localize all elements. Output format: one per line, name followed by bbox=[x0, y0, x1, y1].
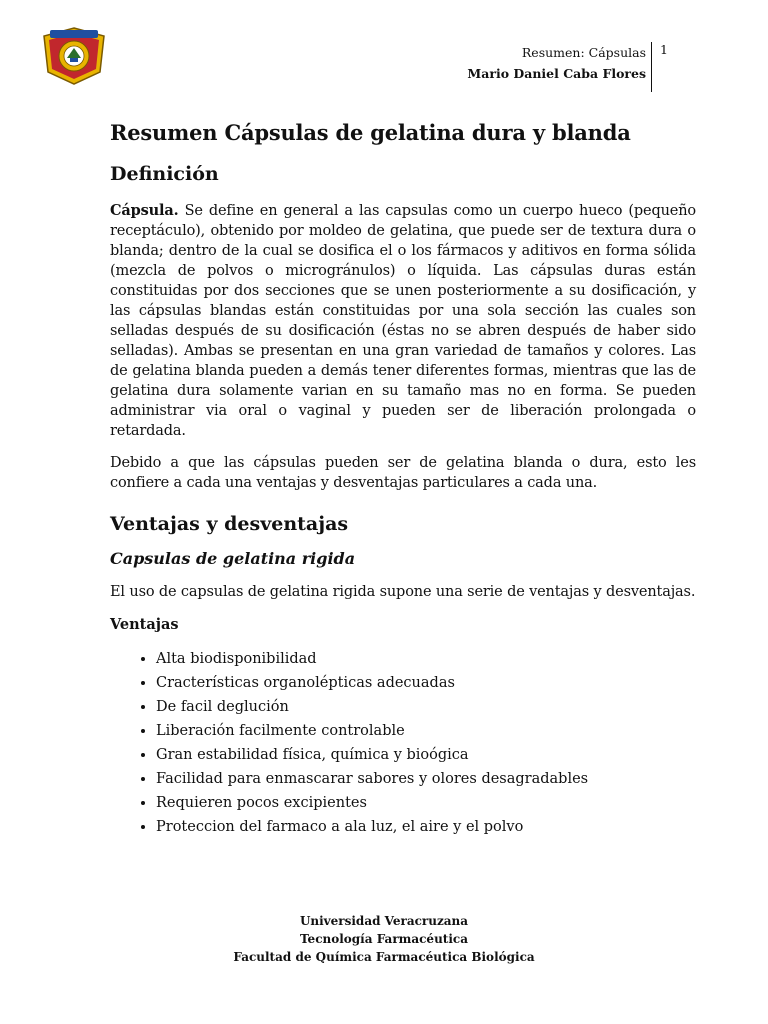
header-doc-title: Resumen: Cápsulas bbox=[521, 45, 646, 60]
list-item: • Requieren pocos excipientes bbox=[156, 791, 696, 815]
list-item: • Facilidad para enmascarar sabores y olores desagradables bbox=[156, 767, 696, 791]
page-footer bbox=[0, 912, 768, 966]
list-item: • Proteccion del farmaco a ala luz, el aire y el polvo bbox=[156, 815, 696, 839]
subsection-heading: Capsulas de gelatina rigida bbox=[110, 549, 356, 568]
list-item: • Liberación facilmente controlable bbox=[156, 719, 696, 743]
definition-paragraph bbox=[110, 201, 696, 441]
footer-line-3: Facultad de Química Farmacéutica Biológica bbox=[233, 950, 535, 964]
section-heading-definicion: Definición bbox=[110, 163, 219, 185]
paragraph-2: Debido a que las cápsulas pueden ser de gelatina blanda o dura, esto les confiere a cada una ventajas y desventajas particulares a cada una. bbox=[110, 455, 696, 491]
document-title: Resumen Cápsulas de gelatina dura y blanda bbox=[110, 120, 631, 145]
definition-text: Se define en general a las capsulas como un cuerpo hueco (pequeño receptáculo), obtenido por moldeo de gelatina, que puede ser de textura dura o blanda; dentro de la cual se dosifica el o los fármacos y aditivos en forma sólida (mezcla de polvos o microgránulos) o líquida. Las cápsulas duras están constituidas por dos secciones que se unen posteriormente a su dosificación, y las cápsulas blandas están constituidas por una sola sección las cuales son selladas después de su dosificación (éstas no se abren después de haber sido selladas). Ambas se presentan en una gran variedad de tamaños y colores. Las de gelatina blanda pueden a demás tener diferentes formas, mientras que las de gelatina dura solamente varian en su tamaño mas no en forma. Se pueden administrar via oral o vaginal y pueden ser de liberación prolongada o retardada. bbox=[110, 203, 696, 439]
header-author: Mario Daniel Caba Flores bbox=[467, 66, 646, 81]
header-divider bbox=[651, 42, 652, 92]
page-number: 1 bbox=[660, 42, 668, 57]
ventajas-label: Ventajas bbox=[110, 616, 179, 633]
definition-term: Cápsula. bbox=[110, 202, 179, 219]
footer-line-2: Tecnología Farmacéutica bbox=[300, 932, 468, 946]
list-item: • De facil deglución bbox=[156, 695, 696, 719]
section-heading-ventajas-desventajas: Ventajas y desventajas bbox=[110, 513, 349, 535]
paragraph-3: El uso de capsulas de gelatina rigida supone una serie de ventajas y desventajas. bbox=[110, 584, 696, 600]
university-logo bbox=[40, 26, 108, 86]
list-item: • Cracterísticas organolépticas adecuadas bbox=[156, 671, 696, 695]
ventajas-list bbox=[110, 647, 696, 839]
list-item: • Alta biodisponibilidad bbox=[156, 647, 696, 671]
header-info bbox=[467, 42, 646, 84]
document-body bbox=[110, 120, 696, 839]
list-item: • Gran estabilidad física, química y bioógica bbox=[156, 743, 696, 767]
footer-line-1: Universidad Veracruzana bbox=[299, 914, 469, 928]
